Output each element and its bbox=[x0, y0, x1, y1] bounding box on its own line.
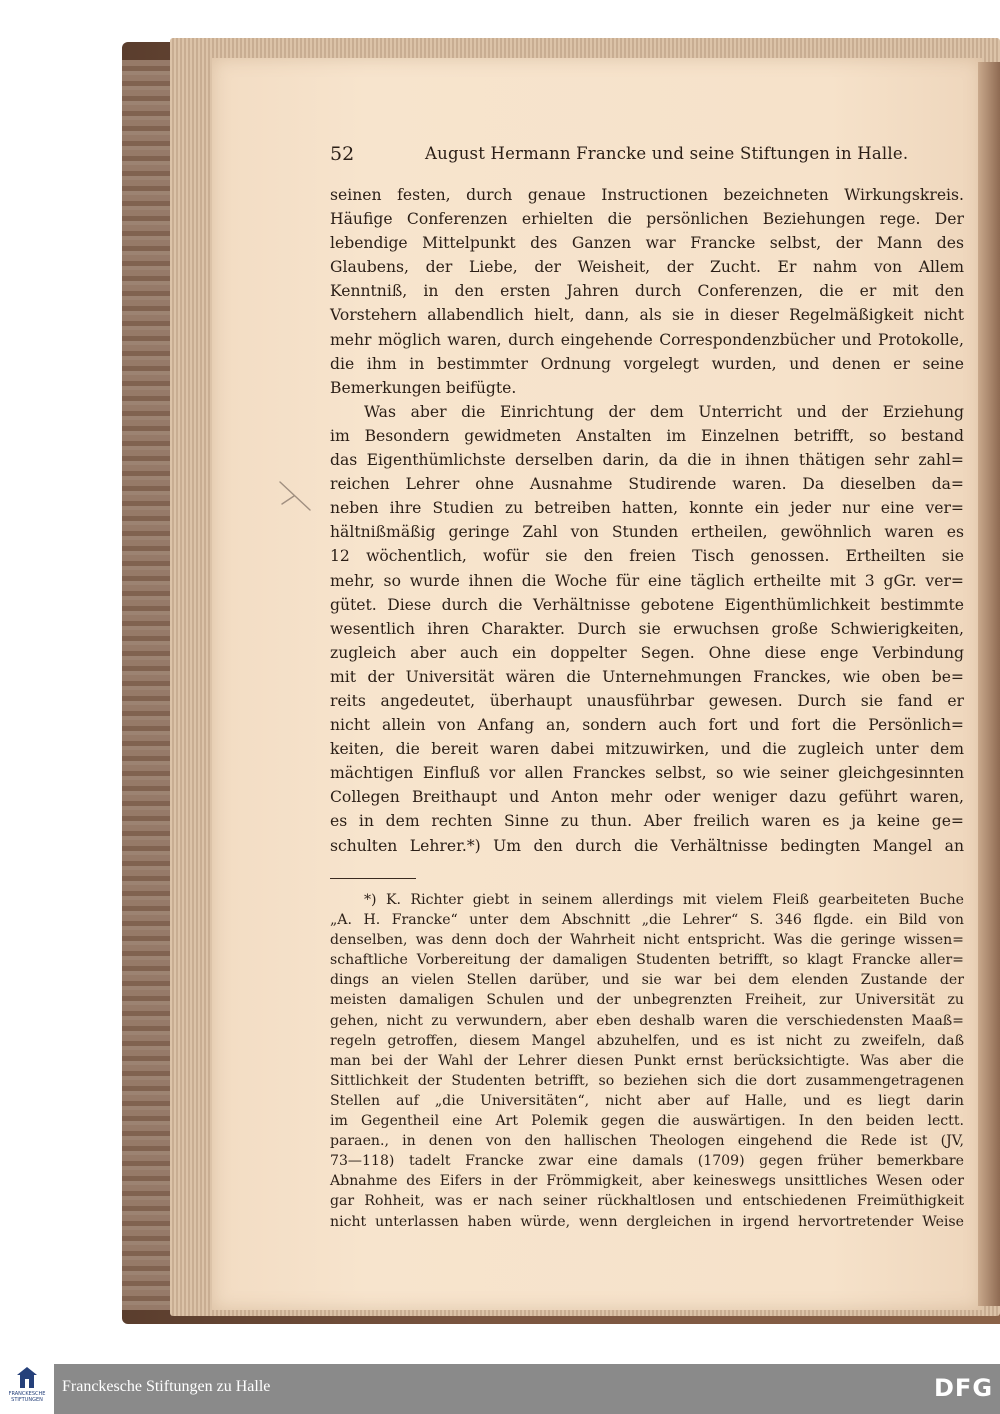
franckesche-logo[interactable] bbox=[0, 1364, 54, 1414]
body-line: mächtigen Einfluß vor allen Franckes selbst, so wie seiner gleichgesinnten bbox=[330, 764, 964, 783]
footnote-rule bbox=[330, 878, 416, 879]
body-line: es in dem rechten Sinne zu thun. Aber freilich waren es ja keine ge= bbox=[330, 812, 964, 831]
body-line: reits angedeutet, überhaupt unausführbar gewesen. Durch sie fand er bbox=[330, 691, 964, 710]
body-line: reichen Lehrer ohne Ausnahme Studirende waren. Da dieselben da= bbox=[330, 475, 964, 494]
logo-caption bbox=[2, 1391, 52, 1403]
body-line: Collegen Breithaupt und Anton mehr oder weniger dazu geführt waren, bbox=[330, 788, 964, 807]
body-line: Glaubens, der Liebe, der Weisheit, der Zucht. Er nahm von Allem bbox=[330, 258, 964, 277]
body-line: seinen festen, durch genaue Instructionen bezeichneten Wirkungskreis. bbox=[330, 186, 964, 204]
footnote-line: Abnahme des Eifers in der Frömmigkeit, aber keineswegs unsittliches Wesen oder bbox=[330, 1173, 964, 1190]
body-text bbox=[330, 183, 964, 858]
body-line: schulten Lehrer.*) Um den durch die Verhältnisse bedingten Mangel an bbox=[330, 836, 964, 855]
footnote bbox=[330, 890, 964, 1232]
footnote-line: „A. H. Francke“ unter dem Abschnitt „die Lehrer“ S. 346 flgde. ein Bild von bbox=[330, 912, 964, 929]
logo-caption-line2: STIFTUNGEN bbox=[11, 1397, 43, 1403]
body-line: neben ihre Studien zu betreiben hatten, konnte ein jeder nur eine ver= bbox=[330, 499, 964, 518]
footnote-line: Sittlichkeit der Studenten betrifft, so beziehen sich die dort zusammengetragenen bbox=[330, 1072, 964, 1089]
logo-caption-line1: FRANCKESCHE bbox=[8, 1391, 46, 1397]
footnote-line: denselben, was denn doch der Wahrheit nicht entspricht. Was die geringe wissen= bbox=[330, 932, 964, 949]
footnote-line: *) K. Richter giebt in seinem allerdings mit vielem Fleiß gearbeiteten Buche bbox=[364, 892, 964, 908]
body-line: wesentlich ihren Charakter. Durch sie erwuchsen große Schwierigkeiten, bbox=[330, 619, 964, 638]
footnote-line: im Gegentheil eine Art Polemik gegen die auswärtigen. In den beiden lectt. bbox=[330, 1113, 964, 1130]
body-line: im Besondern gewidmeten Anstalten im Einzelnen betrifft, so bestand bbox=[330, 426, 964, 445]
body-line: mit der Universität wären die Unternehmungen Franckes, wie oben be= bbox=[330, 667, 964, 686]
body-line: Bemerkungen beifügte. bbox=[330, 378, 517, 397]
footnote-line: dings an vielen Stellen darüber, und sie war bei dem elenden Zustande der bbox=[330, 972, 964, 989]
cover-worn-edge bbox=[122, 60, 174, 1310]
institution-name[interactable]: Franckesche Stiftungen zu Halle bbox=[62, 1378, 271, 1395]
body-line: die ihm in bestimmter Ordnung vorgelegt wurden, und denen er seine bbox=[330, 354, 964, 373]
footnote-line: gehen, nicht zu verwundern, aber eben deshalb waren die verschiedensten Maaß= bbox=[330, 1012, 964, 1029]
pencil-mark-icon bbox=[276, 476, 316, 516]
body-line: 12 wöchentlich, wofür sie den freien Tisch genossen. Ertheilten sie bbox=[330, 547, 964, 566]
running-head: August Hermann Francke und seine Stiftungen in Halle. bbox=[425, 144, 909, 163]
body-line: Kenntniß, in den ersten Jahren durch Conferenzen, die er mit den bbox=[330, 282, 964, 301]
body-line: mehr, so wurde ihnen die Woche für eine täglich ertheilte mit 3 gGr. ver= bbox=[330, 571, 964, 590]
body-line: keiten, die bereit waren dabei mitzuwirken, und die zugleich unter dem bbox=[330, 740, 964, 759]
footnote-line: Stellen auf „die Universitäten“, nicht aber auf Halle, und es liegt darin bbox=[330, 1092, 964, 1109]
body-line: Häufige Conferenzen erhielten die persönlichen Beziehungen rege. Der bbox=[330, 210, 964, 229]
body-line: Was aber die Einrichtung der dem Unterricht und der Erziehung bbox=[364, 402, 964, 421]
footnote-line: paraen., in denen von den hallischen Theologen eingehend die Rede ist (JV, bbox=[330, 1133, 964, 1150]
body-line: zugleich aber auch ein doppelter Segen. Ohne diese enge Verbindung bbox=[330, 643, 964, 662]
footnote-line: 73—118) tadelt Francke zwar eine damals (1709) gegen früher bemerkbare bbox=[330, 1153, 964, 1170]
footnote-line: nicht unterlassen haben würde, wenn dergleichen in irgend hervortretender Weise bbox=[330, 1213, 964, 1230]
footnote-line: man bei der Wahl der Lehrer diesen Punkt ernst berücksichtigte. Was aber die bbox=[330, 1052, 964, 1069]
page-header bbox=[330, 143, 964, 167]
page-gutter-shadow bbox=[978, 62, 1000, 1306]
page-number: 52 bbox=[330, 143, 355, 165]
body-line: das Eigenthümlichste derselben darin, da die in ihnen thätigen sehr zahl= bbox=[330, 451, 964, 470]
footnote-line: gar Rohheit, was er nach seiner rückhaltlosen und entschiedenen Freimüthigkeit bbox=[330, 1193, 964, 1210]
body-line: lebendige Mittelpunkt des Ganzen war Francke selbst, der Mann des bbox=[330, 234, 964, 253]
body-line: gütet. Diese durch die Verhältnisse gebotene Eigenthümlichkeit bestimmte bbox=[330, 595, 964, 614]
body-line: hältnißmäßig geringe Zahl von Stunden ertheilen, gewöhnlich waren es bbox=[330, 523, 964, 542]
body-line: mehr möglich waren, durch eingehende Correspondenzbücher und Protokolle, bbox=[330, 330, 964, 349]
footnote-line: meisten damaligen Schulen und der unbegrenzten Freiheit, zur Universität zu bbox=[330, 992, 964, 1009]
body-line: nicht allein von Anfang an, sondern auch fort und fort die Persönlich= bbox=[330, 716, 964, 735]
footnote-line: schaftliche Vorbereitung der damaligen Studenten betrifft, so klagt Francke aller= bbox=[330, 952, 964, 969]
footnote-line: regeln getroffen, diesem Mangel abzuhelfen, und es ist nicht zu zweifeln, daß bbox=[330, 1032, 964, 1049]
body-line: Vorstehern allabendlich hielt, dann, als sie in dieser Regelmäßigkeit nicht bbox=[330, 306, 964, 325]
dfg-logo[interactable]: DFG bbox=[934, 1374, 994, 1402]
